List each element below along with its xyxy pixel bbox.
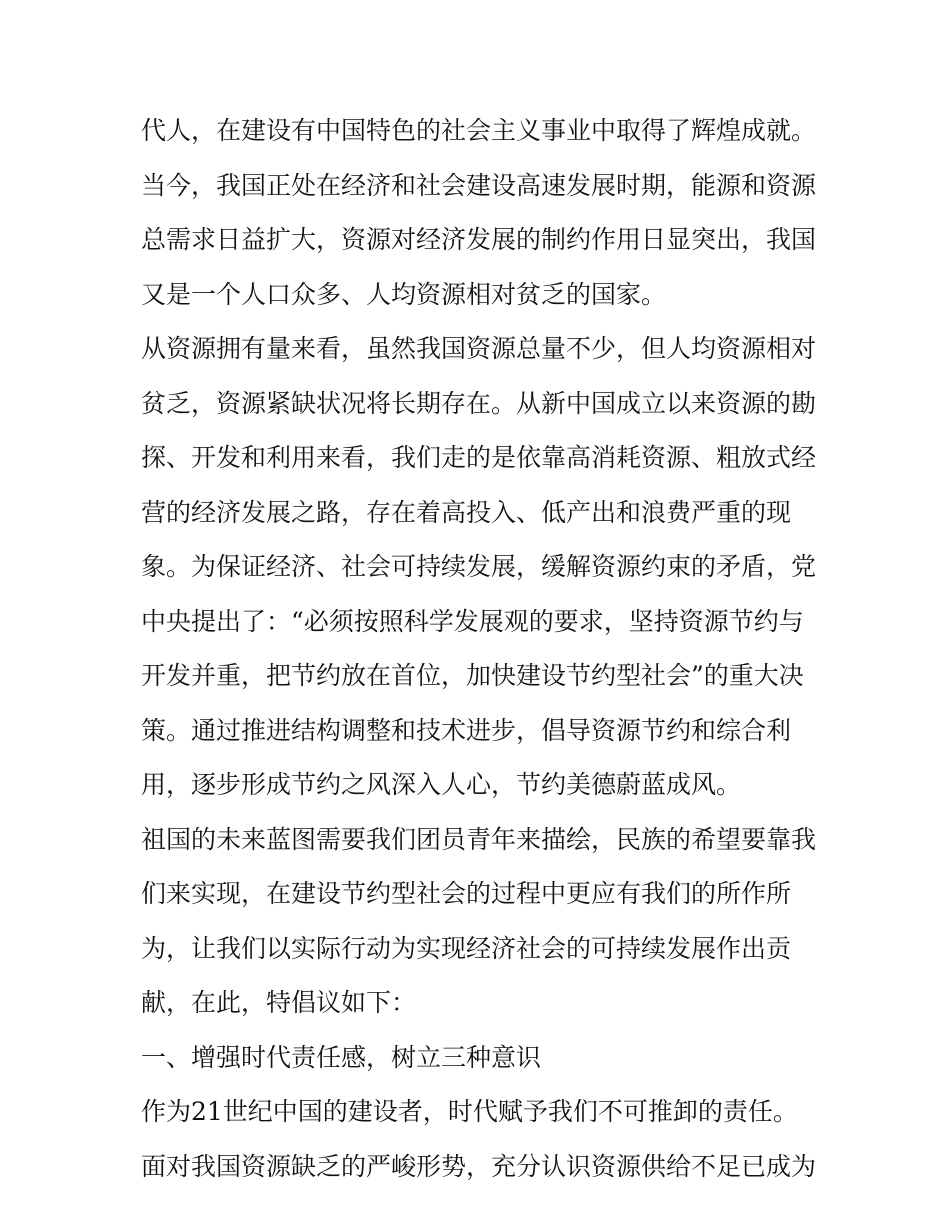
text-line: 营的经济发展之路，存在着高投入、低产出和浪费严重的现: [141, 497, 792, 527]
text-line: 从资源拥有量来看，虽然我国资源总量不少，但人均资源相对: [141, 334, 817, 363]
text-line: 为，让我们以实际行动为实现经济社会的可持续发展作出贡: [141, 933, 792, 963]
text-line: 策。通过推进结构调整和技术进步，倡导资源节约和综合利: [141, 715, 792, 745]
text-line: 面对我国资源缺乏的严峻形势，充分认识资源供给不足已成为: [141, 1151, 817, 1181]
text-line: 献，在此，特倡议如下：: [141, 988, 417, 1017]
text-line: 又是一个人口众多、人均资源相对贫乏的国家。: [141, 279, 667, 309]
text-line: 祖国的未来蓝图需要我们团员青年来描绘，民族的希望要靠我: [141, 824, 817, 854]
text-line: 用，逐步形成节约之风深入人心，节约美德蔚蓝成风。: [141, 770, 742, 799]
text-line: 象。为保证经济、社会可持续发展，缓解资源约束的矛盾，党: [141, 552, 817, 581]
text-line: 开发并重，把节约放在首位，加快建设节约型社会”的重大决: [141, 661, 804, 690]
text-line: 总需求日益扩大，资源对经济发展的制约作用日显突出，我国: [141, 225, 817, 254]
text-line: 作为21世纪中国的建设者，时代赋予我们不可推卸的责任。: [141, 1097, 798, 1126]
text-line: 当今，我国正处在经济和社会建设高速发展时期，能源和资源: [141, 170, 817, 200]
text-line: 贫乏，资源紧缺状况将长期存在。从新中国成立以来资源的勘: [141, 388, 817, 418]
document-body: [141, 104, 821, 1194]
text-line: 代人，在建设有中国特色的社会主义事业中取得了辉煌成就。: [141, 116, 817, 145]
section-heading: 一、增强时代责任感，树立三种意识: [141, 1042, 542, 1072]
text-line: 探、开发和利用来看，我们走的是依靠高消耗资源、粗放式经: [141, 443, 817, 472]
text-line: 们来实现，在建设节约型社会的过程中更应有我们的所作所: [141, 879, 792, 908]
text-line: 中央提出了：“必须按照科学发展观的要求，坚持资源节约与: [141, 606, 804, 636]
